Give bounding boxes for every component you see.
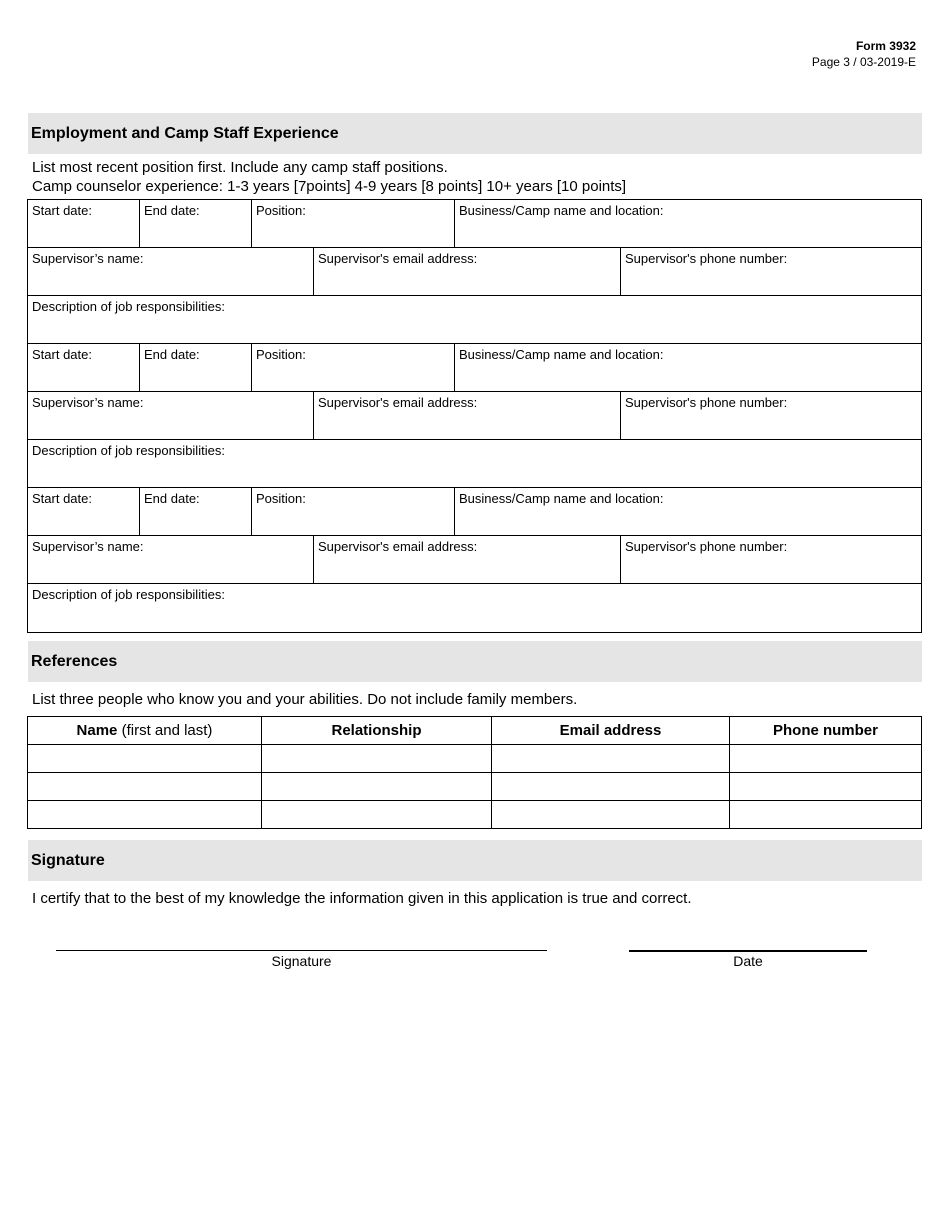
email-header-text: Email address <box>559 722 662 739</box>
business-label: Business/Camp name and location: <box>459 491 664 506</box>
references-section-title: References <box>28 641 922 682</box>
start-date-label: Start date: <box>32 203 92 218</box>
employment-entry-1-row-3 <box>28 296 921 344</box>
supervisor-name-label: Supervisor’s name: <box>32 251 144 266</box>
signature-line[interactable] <box>56 950 547 951</box>
email-column-header <box>492 717 730 745</box>
references-header-row <box>28 717 922 745</box>
employment-instructions <box>32 158 626 196</box>
reference-phone-cell[interactable] <box>730 801 922 829</box>
job-description-label: Description of job responsibilities: <box>32 587 225 602</box>
business-field[interactable] <box>455 200 921 247</box>
end-date-label: End date: <box>144 491 200 506</box>
form-number: Form 3932 <box>855 39 916 53</box>
job-description-field[interactable] <box>28 296 921 343</box>
supervisor-name-field[interactable] <box>28 392 314 439</box>
position-field[interactable] <box>252 344 455 391</box>
certification-statement: I certify that to the best of my knowledge the information given in this application is true and correct. <box>32 890 692 907</box>
supervisor-name-label: Supervisor’s name: <box>32 539 144 554</box>
job-description-field[interactable] <box>28 584 921 632</box>
business-label: Business/Camp name and location: <box>459 347 664 362</box>
relationship-header-text: Relationship <box>331 722 422 739</box>
position-field[interactable] <box>252 488 455 535</box>
reference-name-cell[interactable] <box>28 773 262 801</box>
start-date-field[interactable] <box>28 200 140 247</box>
job-description-label: Description of job responsibilities: <box>32 299 225 314</box>
name-header-bold: Name <box>76 722 118 739</box>
end-date-label: End date: <box>144 203 200 218</box>
supervisor-phone-field[interactable] <box>621 536 921 583</box>
start-date-label: Start date: <box>32 347 92 362</box>
employment-entry-1-row-2 <box>28 248 921 296</box>
references-table <box>27 716 922 829</box>
reference-relationship-cell[interactable] <box>262 745 492 773</box>
reference-relationship-cell[interactable] <box>262 773 492 801</box>
page-info: Page 3 / 03-2019-E <box>811 55 916 69</box>
reference-email-cell[interactable] <box>492 801 730 829</box>
supervisor-name-field[interactable] <box>28 536 314 583</box>
employment-instruction-1: List most recent position first. Include any camp staff positions. <box>32 159 448 176</box>
supervisor-email-field[interactable] <box>314 536 621 583</box>
position-label: Position: <box>256 491 306 506</box>
employment-entry-2-row-1 <box>28 344 921 392</box>
name-header-rest: (first and last) <box>117 722 213 739</box>
employment-entry-2-row-3 <box>28 440 921 488</box>
start-date-field[interactable] <box>28 488 140 535</box>
phone-header-text: Phone number <box>772 722 878 739</box>
reference-phone-cell[interactable] <box>730 773 922 801</box>
employment-entry-3-row-2 <box>28 536 921 584</box>
reference-phone-cell[interactable] <box>730 745 922 773</box>
start-date-field[interactable] <box>28 344 140 391</box>
phone-column-header <box>730 717 922 745</box>
reference-email-cell[interactable] <box>492 745 730 773</box>
employment-entry-1-row-1 <box>28 200 921 248</box>
business-label: Business/Camp name and location: <box>459 203 664 218</box>
position-label: Position: <box>256 203 306 218</box>
job-description-label: Description of job responsibilities: <box>32 443 225 458</box>
reference-row-3 <box>28 801 922 829</box>
supervisor-phone-label: Supervisor's phone number: <box>625 539 788 554</box>
business-field[interactable] <box>455 488 921 535</box>
references-instruction: List three people who know you and your abilities. Do not include family members. <box>32 691 578 708</box>
signature-label: Signature <box>271 953 332 969</box>
relationship-column-header <box>262 717 492 745</box>
reference-name-cell[interactable] <box>28 801 262 829</box>
signature-section-title: Signature <box>28 840 922 881</box>
position-field[interactable] <box>252 200 455 247</box>
reference-relationship-cell[interactable] <box>262 801 492 829</box>
start-date-label: Start date: <box>32 491 92 506</box>
reference-row-1 <box>28 745 922 773</box>
supervisor-email-label: Supervisor's email address: <box>318 539 478 554</box>
supervisor-phone-field[interactable] <box>621 248 921 295</box>
supervisor-email-field[interactable] <box>314 248 621 295</box>
reference-name-cell[interactable] <box>28 745 262 773</box>
employment-entry-2-row-2 <box>28 392 921 440</box>
employment-section-title: Employment and Camp Staff Experience <box>28 113 922 154</box>
supervisor-name-label: Supervisor’s name: <box>32 395 144 410</box>
name-column-header <box>28 717 262 745</box>
supervisor-email-label: Supervisor's email address: <box>318 251 478 266</box>
position-label: Position: <box>256 347 306 362</box>
employment-entry-3-row-3 <box>28 584 921 632</box>
employment-table <box>27 199 922 633</box>
job-description-field[interactable] <box>28 440 921 487</box>
supervisor-email-field[interactable] <box>314 392 621 439</box>
form-header <box>812 38 916 70</box>
reference-email-cell[interactable] <box>492 773 730 801</box>
date-line[interactable] <box>629 950 867 952</box>
supervisor-name-field[interactable] <box>28 248 314 295</box>
end-date-field[interactable] <box>140 344 252 391</box>
end-date-field[interactable] <box>140 200 252 247</box>
supervisor-phone-field[interactable] <box>621 392 921 439</box>
employment-entry-3-row-1 <box>28 488 921 536</box>
supervisor-phone-label: Supervisor's phone number: <box>625 395 788 410</box>
employment-instruction-2: Camp counselor experience: 1-3 years [7points] 4-9 years [8 points] 10+ years [10 points] <box>32 178 627 195</box>
end-date-field[interactable] <box>140 488 252 535</box>
end-date-label: End date: <box>144 347 200 362</box>
business-field[interactable] <box>455 344 921 391</box>
reference-row-2 <box>28 773 922 801</box>
supervisor-phone-label: Supervisor's phone number: <box>625 251 788 266</box>
supervisor-email-label: Supervisor's email address: <box>318 395 478 410</box>
date-label: Date <box>733 953 763 969</box>
